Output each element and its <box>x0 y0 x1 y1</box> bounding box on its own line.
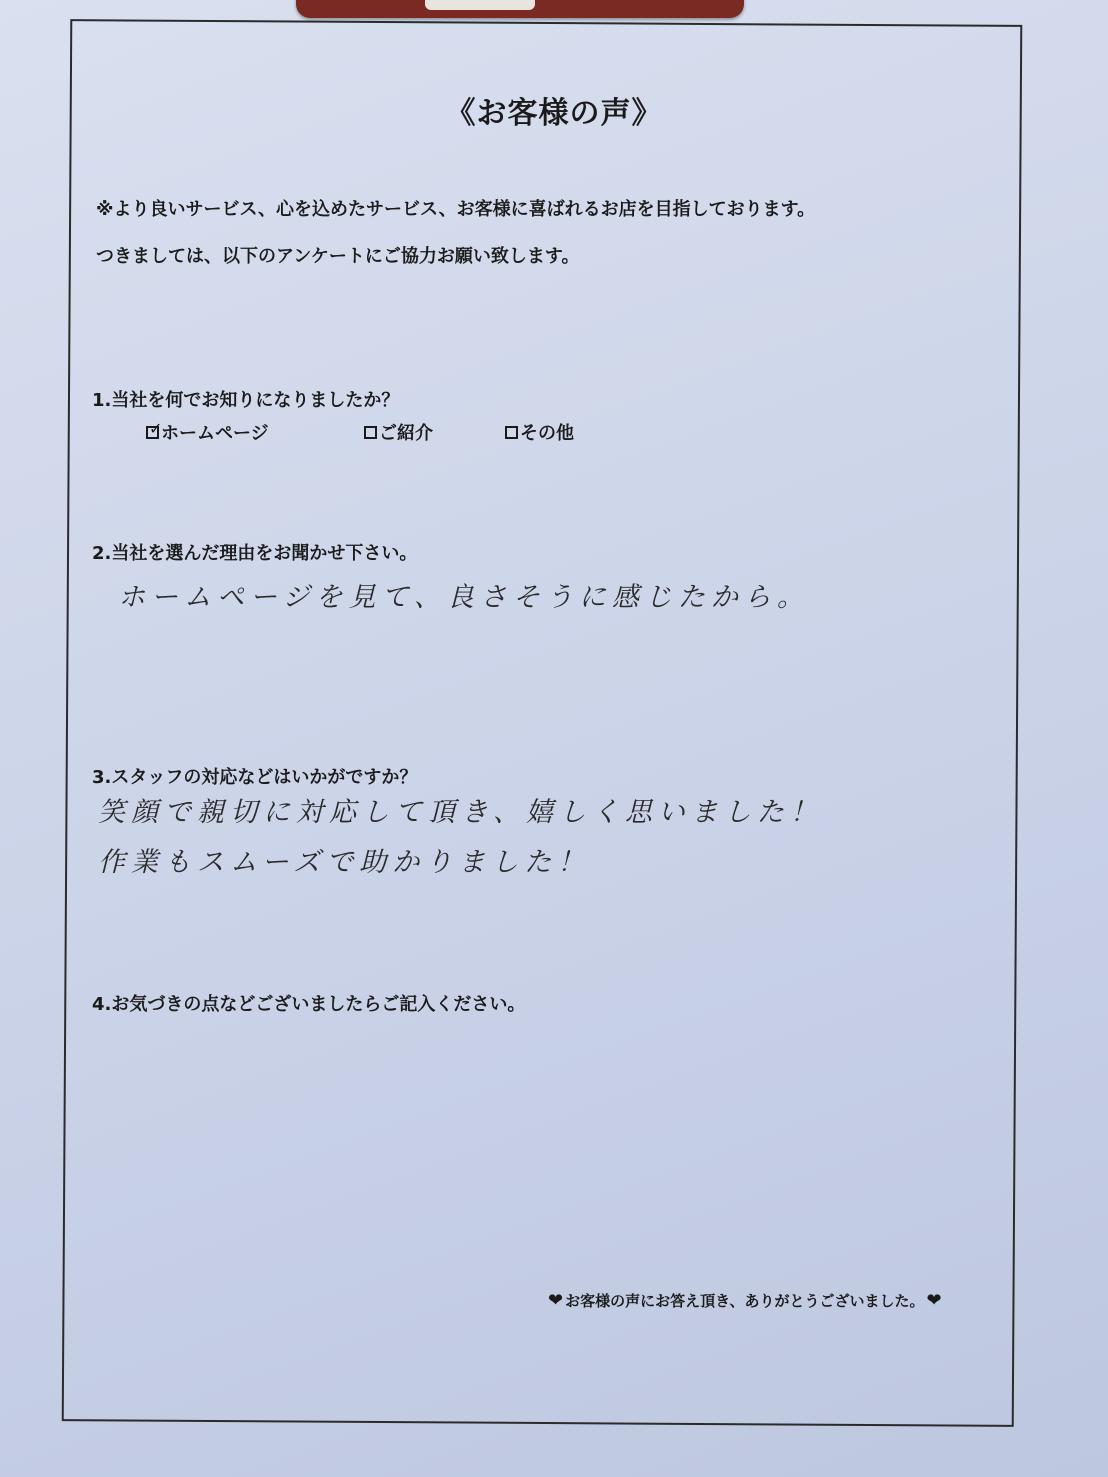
answer-3-line-1: 笑顔で親切に対応して頂き、嬉しく思いました！ <box>98 797 823 828</box>
option-label: ご紹介 <box>379 423 433 444</box>
question-3: 3.スタッフの対応などはいかがですか？ <box>92 767 418 788</box>
option-other[interactable] <box>505 419 574 445</box>
checkbox-unchecked[interactable] <box>505 426 518 439</box>
footer-text: お客様の声にお答え頂き、ありがとうございました。 <box>565 1292 925 1310</box>
intro-line-2: つきましては、以下のアンケートにご協力お願い致します。 <box>96 246 580 267</box>
check-mark-icon: ✓ <box>149 418 163 438</box>
answer-3-line-2: 作業もスムーズで助かりました！ <box>98 847 591 878</box>
heart-icon: ❤ <box>926 1290 942 1311</box>
question-4: 4.お気づきの点などございましたらご記入ください。 <box>92 994 526 1015</box>
checkbox-checked[interactable] <box>146 418 163 439</box>
option-referral[interactable] <box>364 419 433 445</box>
option-label: その他 <box>520 423 574 444</box>
footer-thanks <box>548 1290 942 1311</box>
checkbox-unchecked[interactable] <box>364 426 377 439</box>
intro-text <box>96 186 815 280</box>
question-1: 1.当社を何でお知りになりましたか？ <box>92 390 400 411</box>
survey-title: 《お客様の声》 <box>445 96 663 131</box>
option-homepage[interactable] <box>146 419 269 445</box>
clip-highlight <box>425 0 535 10</box>
heart-icon: ❤ <box>548 1290 564 1311</box>
answer-2-handwritten: ホームページを見て、良さそうに感じたから。 <box>118 582 810 613</box>
question-2: 2.当社を選んだ理由をお聞かせ下さい。 <box>92 543 418 564</box>
intro-line-1: ※より良いサービス、心を込めたサービス、お客様に喜ばれるお店を目指しております。 <box>96 199 816 220</box>
option-label: ホームページ <box>161 423 269 444</box>
